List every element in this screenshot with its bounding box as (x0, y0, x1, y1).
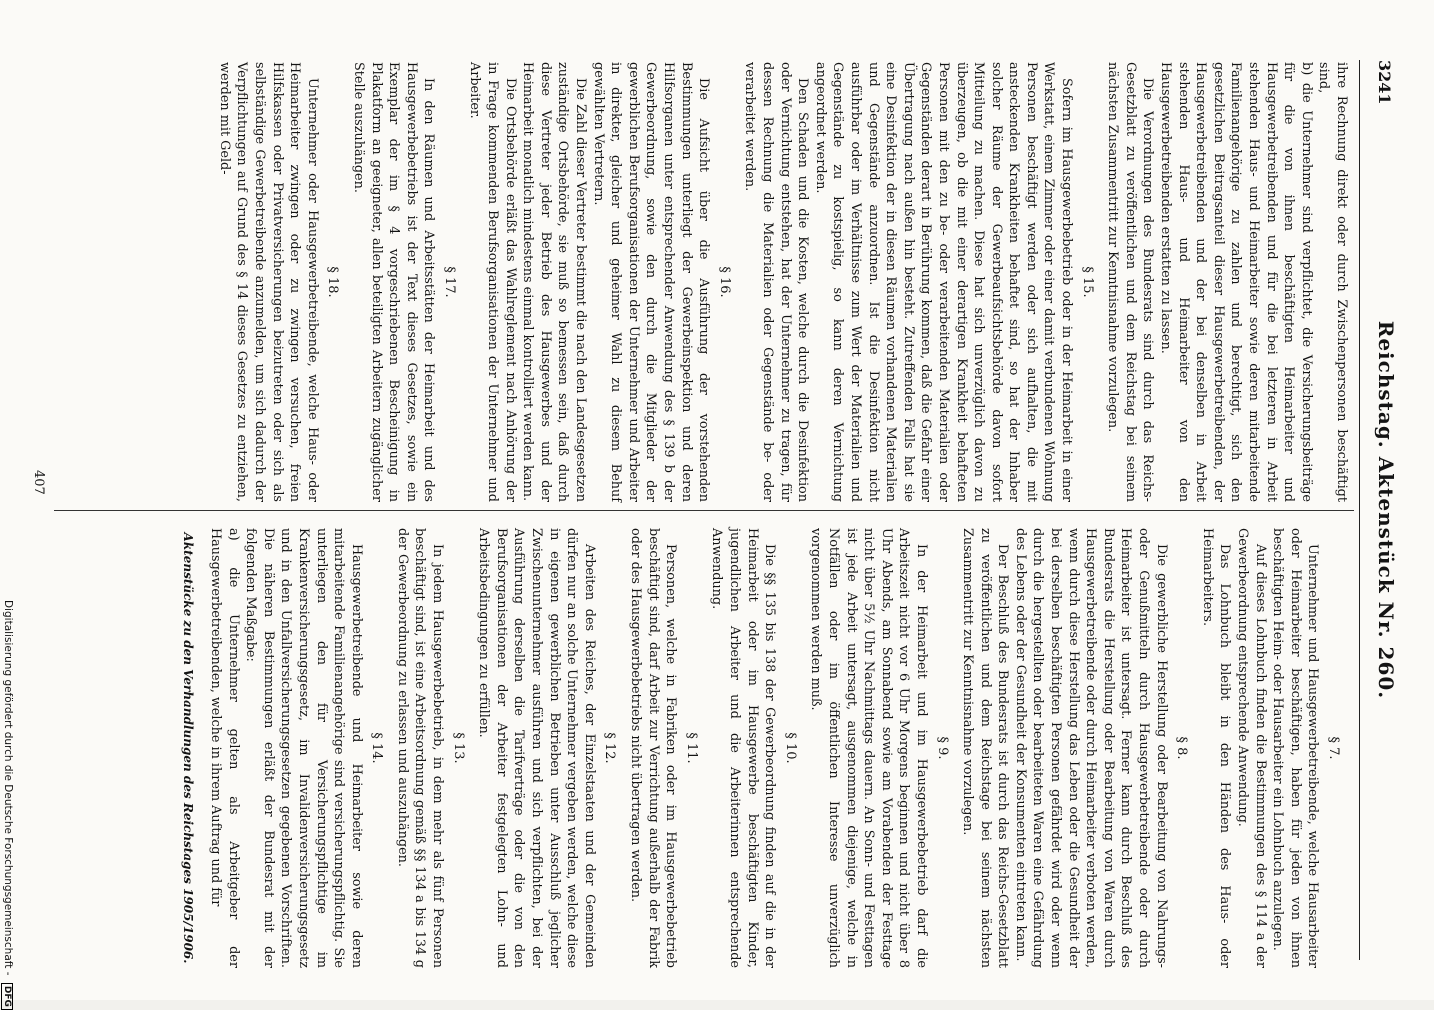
section-heading: § 11. (683, 732, 699, 764)
section-heading: § 12. (602, 732, 618, 764)
paragraph: Unternehmer oder Hausgewerbetreibende, welche Haus- oder Heimarbeiter zwingen oder zu zwingen versuchen, freien Hilfskassen oder Privatversicherungen beizutreten oder sich als selbständige Gewerbetreibende anzumelden, um sich dadurch der Verpflichtungen auf Grund des § 14 dieses Gesetzes zu entziehen, werden mit Geld- (216, 62, 320, 502)
page-header (1362, 60, 1402, 960)
section-heading: § 8. (1174, 736, 1190, 760)
dfg-logo: DFG (1, 983, 13, 1010)
digitization-credit-text: Digitalisierung gefördert durch die Deutsche Forschungsgemeinschaft - (2, 600, 14, 976)
section-heading: § 17. (441, 266, 457, 298)
section-heading: § 7. (1326, 736, 1341, 760)
paragraph: Der Beschluß des Bundesrats ist durch das Reichs-Gesetzblatt zu veröffentlichen und dem Reichstage bei seinem nächsten Zusammentritt zur Kenntnisnahme vorzulegen. (960, 528, 1011, 968)
paragraph: Auf dieses Lohnbuch finden die Bestimmungen des § 114 a der Gewerbeordnung entsprechende Anwendung. (1235, 528, 1268, 968)
paragraph: ihre Rechnung direkt oder durch Zwischenpersonen beschäftigt sind, (1316, 62, 1349, 502)
paragraph: Die Verordnungen des Bundesrats sind durch das Reichs-Gesetzblatt zu veröffentlichen und dem Reichstag bei seinem nächsten Zusammentritt zur Kenntnisnahme vorzulegen. (1105, 62, 1156, 502)
section-heading: § 10. (782, 732, 798, 764)
section-heading: § 15. (1079, 266, 1095, 298)
paragraph: In den Räumen und Arbeitsstätten der Heimarbeit und des Hausgewerbebetriebs ist der Text dieses Gesetzes, sowie ein Exemplar der im § 4 vorgeschriebenen Bescheinigung in Plakatform an geeigneter, allen beteiligten Arbeitern zugänglicher Stelle auszuhängen. (350, 62, 437, 502)
paragraph: In der Heimarbeit und im Hausgewerbebetrieb darf die Arbeitszeit nicht vor 6 Uhr Morgens beginnen und nicht über 8 Uhr Abends, am Sonnabend sowie am Vorabenden der Festtage nicht über 5½ Uhr Nachmittags dauern. An Sonn- und Festtagen ist jede Arbeit untersagt, ausgenommen diejenige, welche in Notfällen oder im öffentlichen Interesse unverzüglich vorgenommen werden muß. (808, 528, 929, 968)
header-rule (1359, 60, 1360, 960)
header-page-number: 3241 (1375, 60, 1394, 105)
paragraph: Hausgewerbetreibende und Heimarbeiter sowie deren mitarbeitende Familienangehörige sind versicherungspflichtig. Sie unterliegen den für Versicherungspflichtige im Krankenversicherungsgesetz, im Invalidenversicherungsgesetz und in den Unfallversicherungsgesetzen gegebenen Vorschriften. Die näheren Bestimmungen erläßt der Bundesrat mit der folgenden Maßgabe: (243, 528, 364, 968)
paragraph: Die Aufsicht über die Ausführung der vorstehenden Bestimmungen unterliegt der Gewerbeinspektion und deren Hilfsorganen unter entsprechender Anwendung des § 139 b der Gewerbeordnung, sowie den durch die Mitglieder der gewerblichen Berufsorganisationen der Unternehmer und Arbeiter in direkter, gleicher und geheimer Wahl zu diesem Behuf gewählten Vertretern. (590, 62, 712, 502)
page-footer-number: 407 (31, 470, 46, 495)
paragraph: Sofern im Hausgewerbebetrieb oder in der Heimarbeit in einer Werkstatt, einem Zimmer oder einer damit verbundenen Wohnung Personen beschäftigt werden oder sich aufhalten, die mit ansteckenden Krankheiten behaftet sind, so hat der Inhaber solcher Räume der Gewerbeaufsichtsbehörde davon sofort Mitteilung zu machen. Diese hat sich unverzüglich davon zu überzeugen, ob die mit einer derartigen Krankheit behafteten Personen mit den zu be- oder verarbeitenden Materialien oder Gegenständen derart in Berührung kommen, daß die Gefahr einer Übertragung nach außen hin besteht. Zutreffenden Falls hat sie eine Desinfektion der in diesen Räumen vorhandenen Materialien und Gegenstände anzuordnen. Ist die Desinfektion nicht ausführbar oder im Verhältnisse zum Wert der Materialien und Gegenstände zu kostspielig, so kann deren Vernichtung angeordnet werden. (812, 62, 1075, 502)
section-heading: § 18. (325, 266, 341, 298)
paragraph: Das Lohnbuch bleibt in den Händen des Haus- oder Heimarbeiters. (1199, 528, 1233, 968)
paragraph: Die Ortsbehörde erläßt das Wahlreglement nach Anhörung der in Frage kommenden Berufsorganisationen der Unternehmer und Arbeiter. (467, 62, 518, 502)
left-column (215, 62, 1350, 502)
section-heading: § 9. (934, 736, 950, 760)
paragraph: a) die Unternehmer gelten als Arbeitgeber der Hausgewerbetreibenden, welche in ihrem Auftrag und für (207, 528, 241, 968)
paragraph: Die gewerbliche Herstellung oder Bearbeitung von Nahrungs- oder Genußmitteln durch Hausgewerbetreibende oder durch Heimarbeiter ist untersagt. Ferner kann durch Beschluß des Bundesrats die Herstellung oder Bearbeitung von Waren durch Hausgewerbetreibende oder durch Heimarbeiter verboten werden, wenn durch diese Herstellung das Leben oder die Gesundheit der bei derselben beschäftigten Personen gefährdet wird oder wenn durch die hergestellten oder bearbeiteten Waren eine Gefährdung des Lebens oder der Gesundheit der Konsumenten eintreten kann. (1012, 528, 1169, 968)
right-column (179, 528, 1350, 968)
paragraph: Arbeiten des Reiches, der Einzelstaaten und der Gemeinden dürfen nur an solche Unternehmer vergeben werden, welche diese in eigenen gewerblichen Betrieben unter Ausschluß jeglicher Zwischenunternehmer ausführen und sich verpflichten, bei der Ausführung derselben die Tarifverträge oder die von den Berufsorganisationen der Arbeiter festgelegten Lohn- und Arbeitsbedingungen zu erfüllen. (476, 528, 597, 968)
column-divider (54, 510, 1354, 511)
section-heading: § 14. (369, 732, 385, 764)
section-heading: § 16. (716, 266, 732, 298)
paragraph: Die §§ 135 bis 138 der Gewerbeordnung finden auf die in der Heimarbeit oder im Hausgewerbe beschäftigten Kinder, jugendlichen Arbeiter und die Arbeiterinnen entsprechende Anwendung. (709, 528, 778, 968)
header-title: Reichstag. Aktenstück Nr. 260. (1374, 320, 1398, 700)
paragraph: Den Schaden und die Kosten, welche durch die Desinfektion oder Vernichtung entstehen, hat der Unternehmer zu tragen, für dessen Rechnung die Materialien oder Gegenstände be- oder verarbeitet werden. (742, 62, 811, 502)
paragraph: Die Zahl dieser Vertreter bestimmt die nach den Landesgesetzen zuständige Ortsbehörde, sie muß so bemessen sein, daß durch diese Vertreter jeder Betrieb des Hausgewerbes und der Heimarbeit monatlich mindestens einmal kontrolliert werden kann. (520, 62, 589, 502)
paragraph: In jedem Hausgewerbebetrieb, in dem mehr als fünf Personen beschäftigt sind, ist eine Arbeitsordnung gemäß §§ 134 a bis 134 g der Gewerbeordnung zu erlassen und auszuhängen. (394, 528, 446, 968)
paragraph: b) die Unternehmer sind verpflichtet, die Versicherungsbeiträge für die von ihnen beschäftigten Heimarbeiter und Hausgewerbetreibenden und für die bei letzteren in Arbeit stehenden Haus- und Heimarbeiter sowie deren mitarbeitende Familienangehörige zu zahlen und berechtigt, sich den gesetzlichen Beitragsanteil dieser Hausgewerbetreibenden, der Hausgewerbetreibenden und der bei denselben in Arbeit stehenden Haus- und Heimarbeiter von den Hausgewerbetreibenden erstatten zu lassen. (1158, 62, 1314, 502)
publication-footer: Aktenstücke zu den Verhandlungen des Reichstages 1905/1906. (181, 532, 196, 964)
paragraph: Unternehmer und Hausgewerbetreibende, welche Hausarbeiter oder Heimarbeiter beschäftigen, haben für jeden von ihnen beschäftigten Heim- oder Hausarbeiter ein Lohnbuch anzulegen. (1270, 528, 1321, 968)
paragraph: Personen, welche in Fabriken oder im Hausgewerbebetrieb beschäftigt sind, darf Arbeit zur Verrichtung außerhalb der Fabrik oder des Hausgewerbebetriebs nicht übertragen werden. (628, 528, 679, 968)
section-heading: § 13. (450, 732, 466, 764)
digitization-credit (0, 600, 14, 1007)
